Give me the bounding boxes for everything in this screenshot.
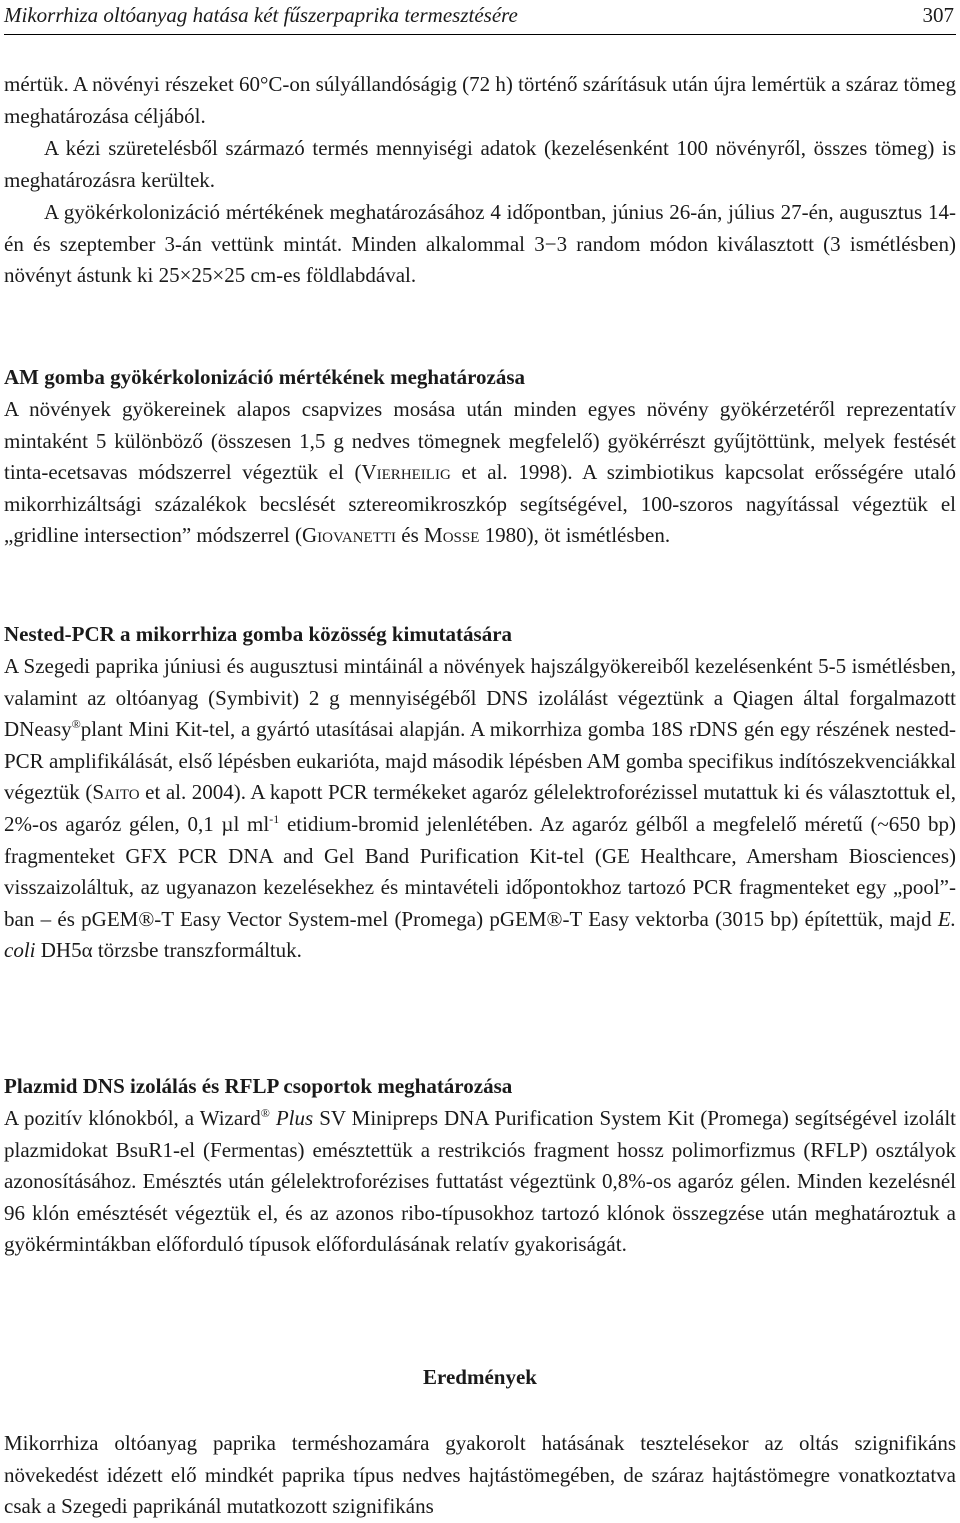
italic-term: Plus [275, 1106, 314, 1130]
section-heading-nested-pcr: Nested-PCR a mikorrhiza gomba közösség kimutatására [4, 622, 513, 646]
intro-paragraph-1: mértük. A növényi részeket 60°C-on súlyállandóságig (72 h) történő szárításuk után újra lemértük a száraz tömeg meghatározása céljából. [4, 72, 956, 128]
intro-paragraph-3: A gyökérkolonizáció mértékének meghatározásához 4 időpontban, június 26-án, július 27-én, augusztus 14-én és szeptember 3-án vettünk mintát. Minden alkalommal 3−3 random módon kiválasztott (3 ismétlésben) növényt ástunk ki 25×25×25 cm-es földlabdával. [4, 200, 956, 288]
citation-author: Giovanetti [301, 523, 397, 548]
section-heading-am-colonization: AM gomba gyökérkolonizáció mértékének meghatározása [4, 365, 526, 389]
section-plasmid-paragraph: A pozitív klónokból, a Wizard® Plus SV Minipreps DNA Purification System Kit (Promega) segítségével izolált plazmidokat BsuR1-el (Fermentas) emésztettük a restrikciós fragment hossz polimorfizmus (RFLP) osztályok azonosításához. Emésztés után gélelektroforézises futtatást végeztünk 0,8%-os agaróz gélen. Minden kezelésnél 96 klón emésztését végeztük el, és az azonos ribo-típusokhoz tartozó klónok összegzése után meghatároztuk a gyökérmintákban előforduló típusok előfordulásának relatív gyakoriságát. [4, 1106, 957, 1257]
superscript-exponent: -1 [269, 811, 280, 826]
page-number: 307 [922, 3, 954, 27]
citation-author: Saito [92, 780, 140, 805]
section-pcr-paragraph: A Szegedi paprika júniusi és augusztusi mintáinál a növények hajszálgyökereiből kezelésenként 5-5 ismétlésben, valamint az oltóanyag (Symbivit) 2 g mennyiségéből DNS izolálást végeztünk a Qiagen által forgalmazott DNeasy®plant Mini Kit-tel, a gyártó utasításai alapján. A mikorrhiza gomba 18S rDNS gén egy részének nested-PCR amplifikálását, első lépésben eukarióta, majd második lépésben AM gomba specifikus indítószekvenciákkal végeztük (Saito et al. 2004). A kapott PCR termékeket agaróz gélelektroforézissel mutattuk ki és választottuk el, 2%-os agaróz gélen, 0,1 µl $ml^{-1}$ etidium-bromid jelenlétében. Az agaróz gélből a megfelelő méretű (~650 bp) fragmenteket GFX PCR DNA and Gel Band Purification Kit-tel (GE Healthcare, Amersham Biosciences) visszaizoláltuk, az ugyanazon kezelésekhez és mintavételi időpontokhoz tartozó PCR fragmenteket egy „pool”-ban – és pGEM®-T Easy Vector System-mel (Promega) pGEM®-T Easy vektorba (3015 bp) építettük, majd E. coli DH5α törzsbe transzformáltuk. [4, 654, 957, 963]
intro-paragraph-2: A kézi szüretelésből származó termés mennyiségi adatok (kezelésenként 100 növényről, összes tömeg) is meghatározásra kerültek. [4, 136, 956, 192]
running-title: Mikorrhiza oltóanyag hatása két fűszerpaprika termesztésére [4, 3, 518, 27]
citation-author: Vierheilig [361, 460, 451, 485]
citation-author: Mosse [424, 523, 480, 548]
section-am-paragraph: A növények gyökereinek alapos csapvizes mosása után minden egyes növény gyökérzetéről reprezentatív mintaként 5 különböző (összesen 1,5 g nedves tömegnek megfelelő) gyökérrészt gyűjtöttünk, melyek festését tinta-ecetsavas módszerrel végeztük el (Vierheilig et al. 1998). A szimbiotikus kapcsolat erősségére utaló mikorrhizáltsági százalékok becslését sztereomikroszkóp segítségével, 100-szoros nagyítással végeztük el „gridline intersection” módszerrel (Giovanetti és Mosse 1980), öt ismétlésben. [4, 397, 956, 548]
results-paragraph: Mikorrhiza oltóanyag paprika terméshozamára gyakorolt hatásának tesztelésekor az oltás szignifikáns növekedést idézett elő mindkét paprika típus nedves hajtástömegében, de száraz hajtástömegre vonatkoztatva csak a Szegedi paprikánál mutatkozott szignifikáns [4, 1431, 956, 1519]
species-name: E. coli [4, 906, 956, 963]
running-header [4, 0, 956, 35]
results-heading: Eredmények [423, 1365, 537, 1389]
section-heading-plasmid-rflp: Plazmid DNS izolálás és RFLP csoportok meghatározása [4, 1074, 513, 1098]
registered-mark: ® [71, 717, 81, 732]
registered-mark: ® [260, 1106, 270, 1120]
